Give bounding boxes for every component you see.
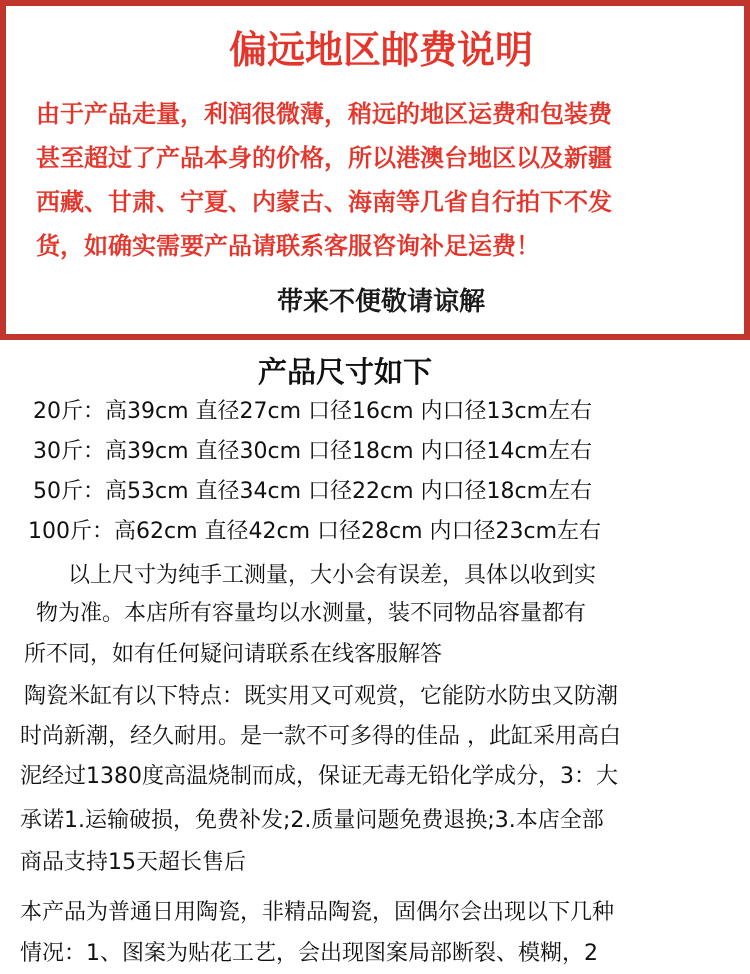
- notice-line: 货，如确实需要产品请联系客服咨询补足运费！: [36, 232, 540, 260]
- description-line: 以上尺寸为纯手工测量，大小会有误差，具体以收到实: [68, 563, 597, 588]
- size-heading: 产品尺寸如下: [257, 355, 432, 389]
- description-line: 时尚新潮，经久耐用。是一款不可多得的佳品 ，此缸采用高白: [20, 724, 621, 749]
- notice-apology: 带来不便敬请谅解: [276, 287, 485, 317]
- notice-line: 甚至超过了产品本身的价格，所以港澳台地区以及新疆: [36, 144, 612, 172]
- size-row: 100斤：高62cm 直径42cm 口径28cm 内口径23cm左右: [28, 519, 602, 544]
- size-row: 20斤：高39cm 直径27cm 口径16cm 内口径13cm左右: [33, 399, 593, 424]
- description-line: 情况：1、图案为贴花工艺，会出现图案局部断裂、模糊，2: [20, 941, 598, 966]
- size-row: 50斤：高53cm 直径34cm 口径22cm 内口径18cm左右: [33, 479, 593, 504]
- description-line: 物为准。本店所有容量均以水测量，装不同物品容量都有: [36, 601, 587, 626]
- size-row: 30斤：高39cm 直径30cm 口径18cm 内口径14cm左右: [33, 439, 593, 464]
- notice-title: 偏远地区邮费说明: [228, 28, 533, 72]
- description-line: 承诺1.运输破损，免费补发;2.质量问题免费退换;3.本店全部: [20, 808, 604, 833]
- description-line: 本产品为普通日用陶瓷，非精品陶瓷，固偶尔会出现以下几种: [20, 900, 615, 925]
- notice-line: 由于产品走量，利润很微薄，稍远的地区运费和包装费: [36, 100, 612, 128]
- description-line: 陶瓷米缸有以下特点：既实用又可观赏，它能防水防虫又防潮: [24, 684, 619, 709]
- shipping-notice-box: [0, 0, 750, 340]
- description-line: 泥经过1380度高温烧制而成，保证无毒无铅化学成分，3：大: [20, 764, 618, 789]
- description-line: 所不同，如有任何疑问请联系在线客服解答: [24, 642, 443, 667]
- description-line: 商品支持15天超长售后: [20, 850, 246, 875]
- notice-line: 西藏、甘肃、宁夏、内蒙古、海南等几省自行拍下不发: [36, 188, 612, 216]
